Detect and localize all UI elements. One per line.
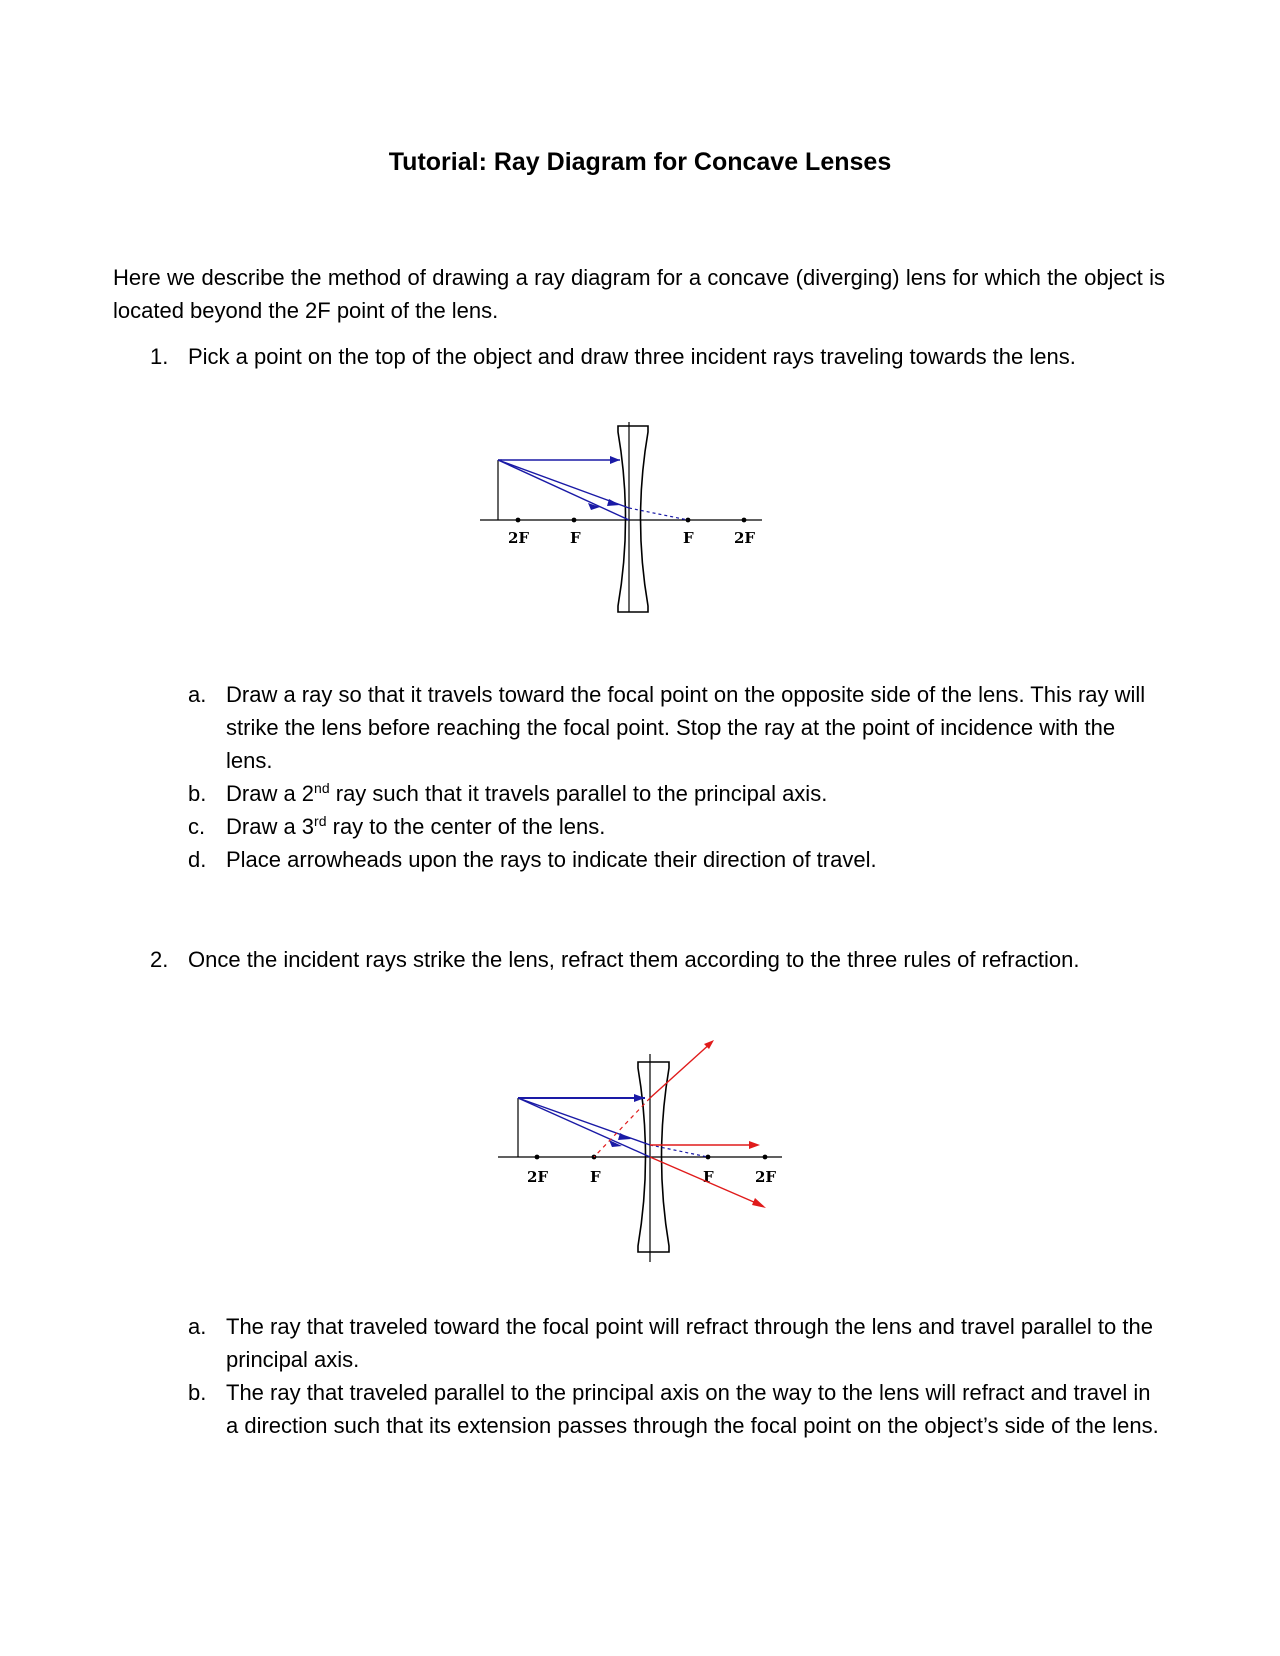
substep-text: Place arrowheads upon the rays to indicate their direction of travel. (226, 847, 877, 872)
focal-point-dot (535, 1155, 540, 1160)
focal-point-dot (572, 518, 577, 523)
label-2f-left: 2F (527, 1168, 549, 1186)
arrowhead (749, 1141, 760, 1149)
ray-to-lens-center (518, 1098, 650, 1157)
ray-extension-dashed (629, 508, 688, 520)
substep-text: The ray that traveled parallel to the principal axis on the way to the lens will refract and travel in a direction such that its extension passes through the focal point on the object’s side of the lens. (226, 1380, 1159, 1438)
substep-text: The ray that traveled toward the focal point will refract through the lens and travel parallel to the principal axis. (226, 1314, 1153, 1372)
label-2f-right: 2F (734, 529, 756, 547)
step-1-number: 1. (150, 344, 169, 369)
undeviated-central-ray (650, 1157, 763, 1206)
substep-letter: c. (188, 814, 206, 839)
substep-text: Draw a 2nd ray such that it travels parallel to the principal axis. (226, 780, 828, 806)
substep-letter: d. (188, 847, 207, 872)
concave-lens (618, 426, 648, 612)
substep-letter: b. (188, 1380, 207, 1405)
label-2f-right: 2F (755, 1168, 777, 1186)
arrowhead (610, 456, 620, 464)
refracted-diverging-ray (650, 1042, 712, 1098)
ray-extension-dashed (650, 1145, 708, 1157)
step-2-number: 2. (150, 947, 169, 972)
focal-point-dot (763, 1155, 768, 1160)
substep-letter: a. (188, 1314, 207, 1339)
step-2-text: Once the incident rays strike the lens, refract them according to the three rules of refraction. (188, 947, 1080, 972)
label-2f-left: 2F (508, 529, 530, 547)
ray-diagram-refracted-rays (490, 1040, 800, 1270)
substep-text: Draw a 3rd ray to the center of the lens. (226, 813, 606, 839)
label-f-right: F (703, 1168, 714, 1186)
substep-letter: b. (188, 781, 207, 806)
arrowhead (607, 499, 620, 506)
arrowhead (752, 1198, 766, 1208)
focal-point-dot (516, 518, 521, 523)
arrowhead (634, 1094, 645, 1102)
ray-diagram-incident-rays (470, 418, 770, 618)
substep-text: Draw a ray so that it travels toward the focal point on the opposite side of the lens. This ray will strike the lens before reaching the focal point. Stop the ray at the point of incidence with the lens. (226, 682, 1146, 773)
focal-point-dot (742, 518, 747, 523)
label-f-left: F (590, 1168, 601, 1186)
label-f-right: F (683, 529, 694, 547)
ray-toward-focal-point (518, 1098, 650, 1145)
page-title: Tutorial: Ray Diagram for Concave Lenses (388, 148, 892, 176)
substep-letter: a. (188, 682, 207, 707)
arrowhead (618, 1133, 631, 1140)
ray-to-lens-center (498, 460, 629, 520)
step-1-text: Pick a point on the top of the object and draw three incident rays traveling towards the lens. (188, 344, 1076, 369)
label-f-left: F (570, 529, 581, 547)
intro-paragraph: Here we describe the method of drawing a ray diagram for a concave (diverging) lens for which the object is located beyond the 2F point of the lens. (113, 265, 1165, 323)
